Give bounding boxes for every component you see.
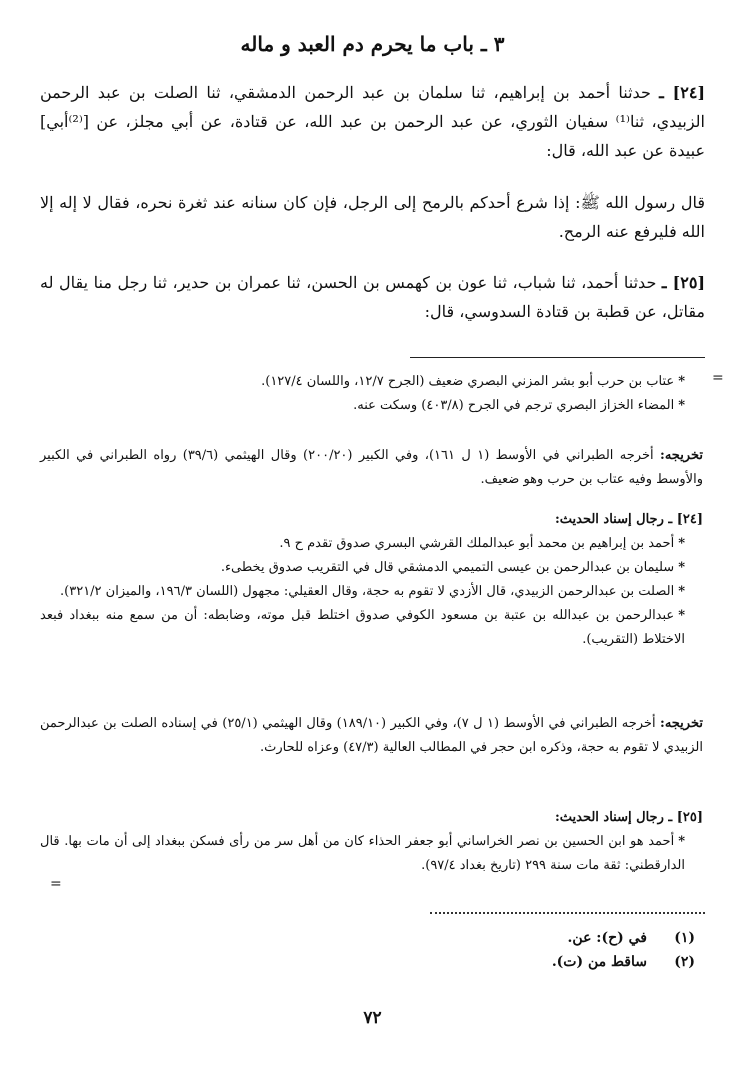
note-item: *المضاء الخزاز البصري ترجم في الجرح (٤٠٣/٨) وسكت عنه. bbox=[353, 398, 685, 413]
hadith-25 bbox=[40, 268, 705, 326]
note-item: *الصلت بن عبدالرحمن الزبيدي، قال الأزدي لا تقوم به حجة، وقال العقيلي: مجهول (اللسان ١٩٦/٣، والميزان ٣٢١/٢). bbox=[60, 584, 685, 599]
footnote-separator bbox=[410, 357, 705, 358]
notes-previous bbox=[40, 370, 685, 418]
note-item: *عتاب بن حرب أبو بشر المزني البصري ضعيف (الجرح ١٢/٧، واللسان ١٢٧/٤). bbox=[261, 374, 685, 389]
hadith-24-text: حدثنا أحمد بن إبراهيم، ثنا سلمان بن عبد الرحمن الدمشقي، ثنا الصلت بن عبد الرحمن الزبيدي، ثنا⁽¹⁾ سفيان الثوري، عن عبد الرحمن بن عبد الله، عن قتادة، عن أبي مجلز، عن [⁽²⁾أبي] عبيدة عن عبد الله، قال: bbox=[40, 83, 706, 160]
note-item: *سليمان بن عبدالرحمن بن عيسى التميمي الدمشقي قال في التقريب صدوق يخطىء. bbox=[220, 560, 685, 575]
dotted-separator bbox=[430, 912, 705, 914]
hadith-25-text: حدثنا أحمد، ثنا شباب، ثنا عون بن كهمس بن الحسن، ثنا عمران بن حدير، ثنا رجل منا يقال له مقاتل، عن قطبة بن قتادة السدوسي، قال: bbox=[40, 273, 705, 321]
takhrij-24: تخريجه: أخرجه الطبراني في الأوسط (١ ل ٧)، وفي الكبير (١٨٩/١٠) وقال الهيثمي (٢٥/١) في إسناده الصلت بن عبدالرحمن الزبيدي لا تقوم به حجة، وذكره ابن حجر في المطالب العالية (٤٧/٣) وعزاه للحارث. bbox=[40, 716, 703, 755]
notes-25-heading: [٢٥] ـ رجال إسناد الحديث: bbox=[554, 810, 703, 825]
hadith-24-matn bbox=[40, 188, 705, 246]
page-number: ٧٢ bbox=[363, 1008, 382, 1028]
hadith-24 bbox=[40, 78, 705, 165]
footnote-2: (٢) ساقط من (ت). bbox=[551, 954, 695, 970]
continuation-mark: = bbox=[50, 876, 62, 892]
note-item: *عبدالرحمن بن عبدالله بن عتبة بن مسعود الكوفي صدوق اختلط قبل موته، وضابطه: أن من سمع منه ببغداد فبعد الاختلاط (التقريب). bbox=[40, 608, 685, 647]
takhrij-previous: تخريجه: أخرجه الطبراني في الأوسط (١ ل ١٦١)، وفي الكبير (٢٠٠/٢٠) وقال الهيثمي (٣٩/٦) رواه الطبراني في الكبير والأوسط وفيه عتاب بن حرب وهو ضعيف. bbox=[40, 448, 703, 487]
note-item: *أحمد بن إبراهيم بن محمد أبو عبدالملك القرشي البسري صدوق تقدم ح ٩. bbox=[279, 536, 685, 551]
hadith-24-isnad bbox=[40, 78, 705, 165]
hadith-25-number: [٢٥] ـ bbox=[661, 273, 706, 292]
takhrij-label: تخريجه: bbox=[660, 448, 703, 463]
hadith-24-number: [٢٤] ـ bbox=[659, 83, 706, 102]
footnotes bbox=[40, 926, 695, 974]
hadith-25-isnad bbox=[40, 268, 705, 326]
hadith-24-saying: قال رسول الله ﷺ: إذا شرع أحدكم بالرمح إلى الرجل، فإن كان سنانه عند ثغرة نحره، فقال لا إله إلا الله فليرفع عنه الرمح. bbox=[40, 193, 705, 241]
notes-24-heading: [٢٤] ـ رجال إسناد الحديث: bbox=[554, 512, 703, 527]
notes-25 bbox=[40, 806, 703, 878]
continuation-mark: = bbox=[712, 370, 724, 386]
notes-24 bbox=[40, 508, 703, 652]
footnote-1: (١) في (ح): عن. bbox=[567, 930, 695, 946]
note-item: *أحمد هو ابن الحسين بن نصر الخراساني أبو جعفر الحذاء كان من أهل سر من رأى فسكن ببغداد إلى أن مات بها. قال الدارقطني: ثقة مات سنة ٢٩٩ (تاريخ بغداد ٩٧/٤). bbox=[40, 834, 685, 873]
chapter-title: ٣ ـ باب ما يحرم دم العبد و ماله bbox=[240, 32, 505, 56]
takhrij-label: تخريجه: bbox=[660, 716, 703, 731]
